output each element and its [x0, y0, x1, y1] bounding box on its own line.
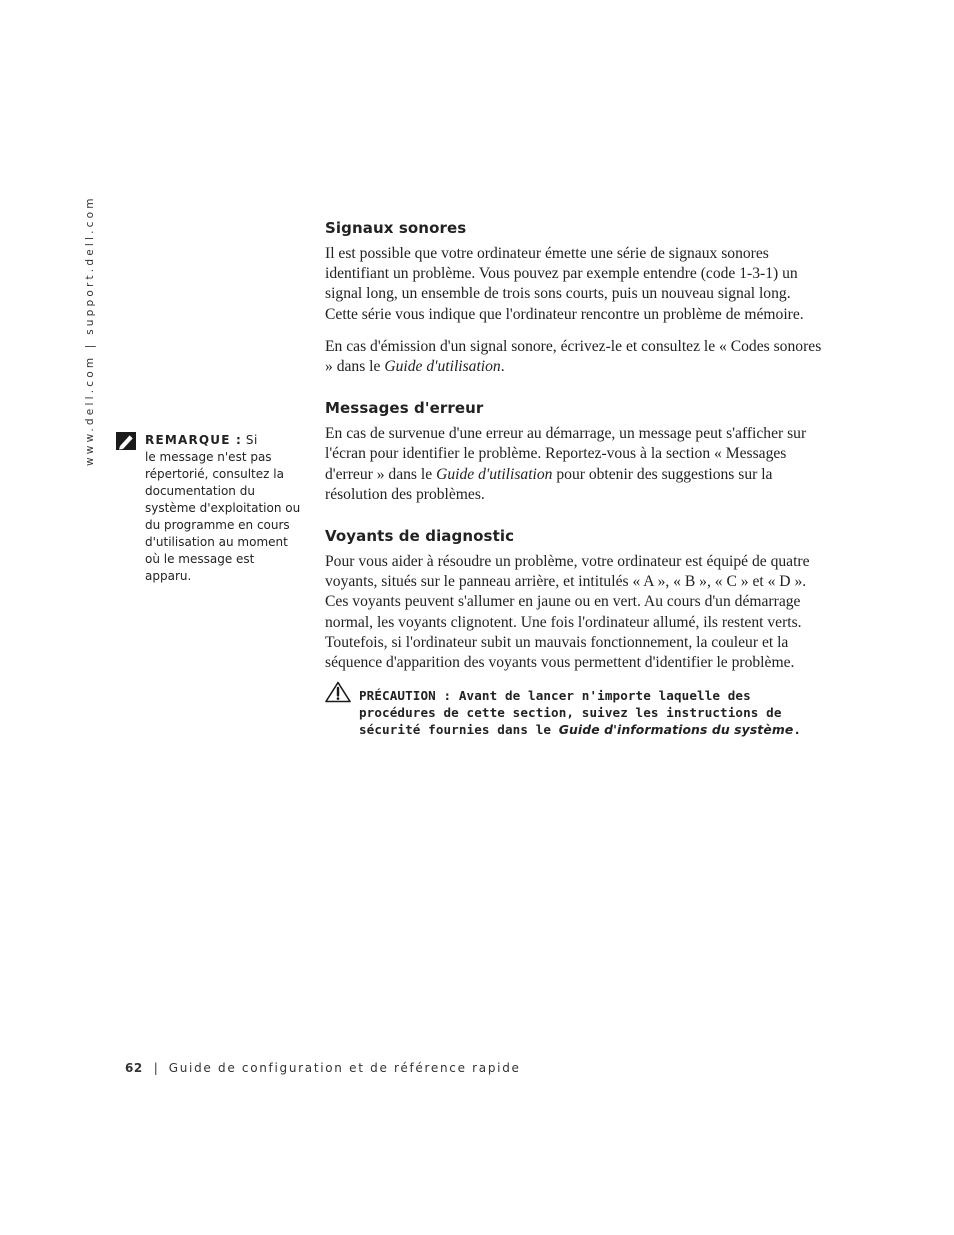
section-messages-erreur [325, 398, 825, 505]
note-callout [116, 432, 302, 585]
footer-title: Guide de configuration et de référence rapide [168, 1061, 521, 1075]
section-signaux-sonores [325, 218, 825, 377]
section-heading: Messages d'erreur [325, 399, 484, 418]
note-first-word: Si [245, 433, 258, 447]
guide-reference: Guide d'informations du système [558, 722, 794, 738]
caution-text: PRÉCAUTION : Avant de lancer n'importe laquelle des procédures de cette section, suivez les instructions de sécurité fournies dans le Guide d'informations du système. [359, 688, 802, 738]
main-content [325, 218, 825, 738]
page-footer [125, 1061, 521, 1075]
section-heading: Voyants de diagnostic [325, 527, 515, 546]
section-heading: Signaux sonores [325, 219, 467, 237]
note-body: le message n'est pas répertorié, consultez la documentation du système d'exploitation ou du programme en cours d'utilisation au moment où le message est apparu. [145, 450, 301, 583]
sidebar-url: www.dell.com | support.dell.com [84, 195, 96, 466]
note-pencil-icon [116, 432, 136, 450]
paragraph: En cas d'émission d'un signal sonore, écrivez-le et consultez le « Codes sonores » dans le Guide d'utilisation. [325, 337, 822, 376]
warning-triangle-icon [325, 681, 351, 703]
page-number: 62 [125, 1061, 143, 1075]
guide-reference: Guide d'utilisation [436, 465, 553, 483]
caution-callout [325, 687, 825, 738]
footer-separator: | [153, 1061, 158, 1075]
paragraph: Pour vous aider à résoudre un problème, votre ordinateur est équipé de quatre voyants, situés sur le panneau arrière, et intitulés « A », « B », « C » et « D ». Ces voyants peuvent s'allumer en jaune ou en vert. Au cours d'un démarrage normal, les voyants clignotent. Une fois l'ordinateur allumé, ils restent verts. Toutefois, si l'ordinateur subit un mauvais fonctionnement, la couleur et la séquence d'apparition des voyants vous permettent d'identifier le problème. [325, 553, 810, 672]
note-label: REMARQUE : [145, 433, 243, 447]
guide-reference: Guide d'utilisation [384, 358, 501, 376]
paragraph: En cas de survenue d'une erreur au démarrage, un message peut s'afficher sur l'écran pour identifier le problème. Reportez-vous à la section « Messages d'erreur » dans le Guide d'utilisation pour obtenir des suggestions sur la résolution des problèmes. [325, 425, 807, 503]
section-voyants-diagnostic [325, 526, 825, 673]
note-text [116, 432, 302, 449]
paragraph: Il est possible que votre ordinateur émette une série de signaux sonores identifiant un problème. Vous pouvez par exemple entendre (code 1-3-1) un signal long, un ensemble de trois sons courts, puis un nouveau signal long. Cette série vous indique que l'ordinateur rencontre un problème de mémoire. [325, 245, 804, 323]
